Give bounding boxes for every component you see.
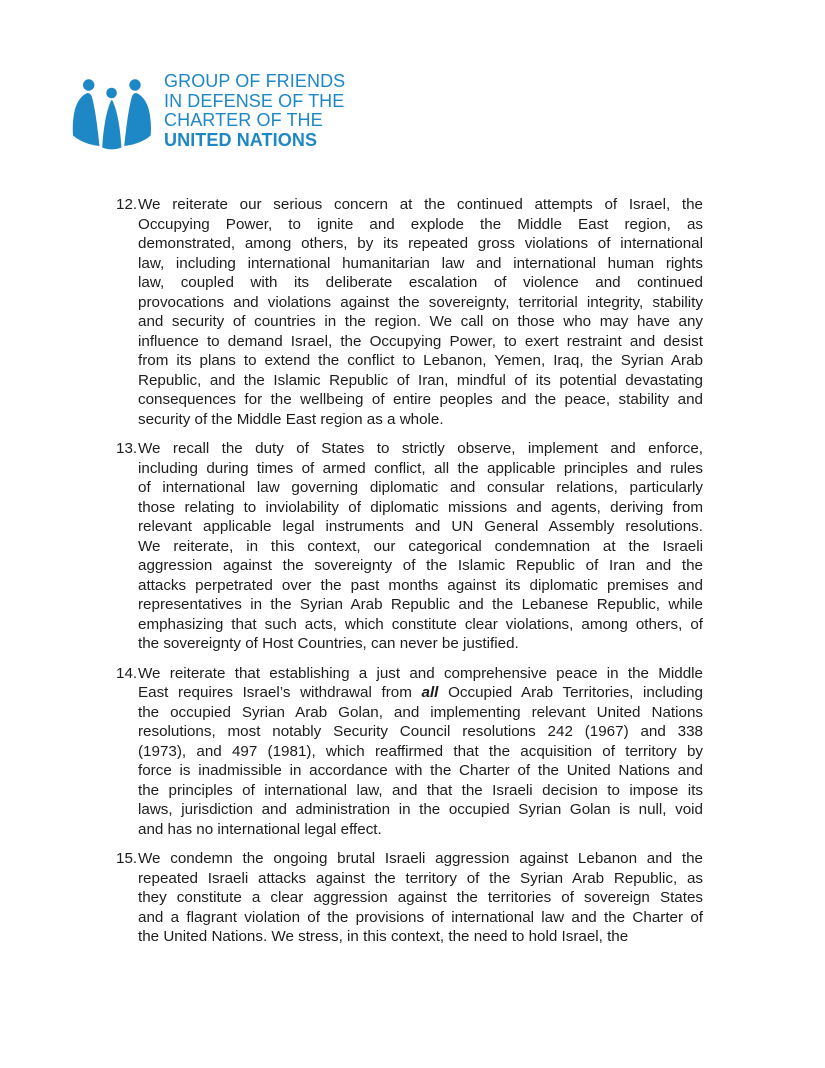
paragraph-line: from its plans to extend the conflict to Lebanon, Yemen, Iraq, the Syrian Arab	[138, 352, 703, 369]
paragraph-line: force is inadmissible in accordance with the Charter of the United Nations and	[138, 762, 703, 779]
paragraph-14	[116, 664, 704, 840]
paragraph-line: We reiterate, in this context, our categorical condemnation at the Israeli	[138, 537, 703, 555]
paragraph-line: aggression against the sovereignty of the Islamic Republic of Iran and the	[138, 557, 703, 574]
paragraph-line: consequences for the wellbeing of entire peoples and the peace, stability and	[138, 391, 703, 408]
paragraph-line: (1973), and 497 (1981), which reaffirmed that the acquisition of territory by	[138, 742, 703, 760]
paragraph-line: representatives in the Syrian Arab Republic and the Lebanese Republic, while	[138, 596, 703, 613]
paragraph-line: including during times of armed conflict, all the applicable principles and rules	[138, 459, 703, 477]
paragraph-13	[116, 439, 703, 654]
paragraph-line: We reiterate our serious concern at the continued attempts of Israel, the	[138, 196, 703, 213]
paragraph-line: the principles of international law, and that the Israeli decision to impose its	[138, 781, 703, 799]
logo-line-1: GROUP OF FRIENDS	[164, 71, 346, 91]
middle-person-head	[106, 88, 117, 99]
paragraph-line: demonstrated, among others, by its repeated gross violations of international	[138, 235, 703, 252]
paragraph-line: East requires Israel’s withdrawal from all Occupied Arab Territories, including	[138, 684, 704, 701]
paragraph-number: 15.	[116, 850, 138, 867]
right-person-body	[124, 93, 151, 146]
logo-line-3: CHARTER OF THE	[164, 110, 323, 130]
paragraph-body	[138, 664, 703, 840]
paragraph-line: We condemn the ongoing brutal Israeli aggression against Lebanon and the	[138, 850, 703, 867]
paragraph-body	[138, 849, 703, 947]
paragraph-line: and a flagrant violation of the provisions of international law and the Charter of	[138, 908, 703, 926]
paragraph-line: the sovereignty of Host Countries, can never be justified.	[138, 635, 519, 652]
paragraph-line: We reiterate that establishing a just and comprehensive peace in the Middle	[138, 664, 703, 682]
paragraph-body	[138, 439, 703, 654]
paragraph-line: influence to demand Israel, the Occupying Power, to exert restraint and desist	[138, 332, 703, 350]
logo-line-united-nations: UNITED NATIONS	[164, 129, 318, 150]
paragraph-line: laws, jurisdiction and administration in the occupied Syrian Golan is null, void	[138, 801, 703, 818]
paragraph-line: of international law governing diplomatic and consular relations, particularly	[138, 479, 703, 496]
emphasis-text: all	[421, 684, 439, 701]
three-people-icon	[70, 70, 165, 158]
paragraph-line: relevant applicable legal instruments and UN General Assembly resolutions.	[138, 518, 703, 535]
paragraph-line: security of the Middle East region as a whole.	[138, 410, 444, 428]
paragraph-line: emphasizing that such acts, which constitute clear violations, among others, of	[138, 615, 703, 633]
right-person-head	[129, 79, 140, 90]
paragraph-line: and has no international legal effect.	[138, 820, 382, 838]
paragraph-line: law, coupled with its deliberate escalation of violence and continued	[138, 274, 703, 291]
paragraph-line: attacks perpetrated over the past months against its diplomatic premises and	[138, 576, 703, 594]
left-person-head	[83, 79, 94, 90]
paragraph-line: those relating to inviolability of diplomatic missions and agents, deriving from	[138, 498, 703, 516]
paragraph-line: repeated Israeli attacks against the territory of the Syrian Arab Republic, as	[138, 869, 703, 887]
logo-line-2: IN DEFENSE OF THE	[164, 90, 345, 111]
logo-wordmark	[164, 72, 345, 150]
paragraph-list	[116, 195, 704, 957]
paragraph-body	[138, 195, 703, 429]
paragraph-line: We recall the duty of States to strictly observe, implement and enforce,	[138, 440, 703, 457]
paragraph-line: law, including international humanitarian law and international human rights	[138, 254, 703, 272]
middle-person-body	[102, 100, 121, 149]
paragraph-number: 12.	[116, 196, 138, 213]
paragraph-number: 13.	[116, 440, 138, 457]
paragraph-line: and security of countries in the region. We call on those who may have any	[138, 313, 703, 330]
paragraph-line: Republic, and the Islamic Republic of Iran, mindful of its potential devastating	[138, 371, 703, 389]
left-person-body	[73, 93, 100, 146]
paragraph-line: resolutions, most notably Security Council resolutions 242 (1967) and 338	[138, 723, 703, 740]
paragraph-line: the occupied Syrian Arab Golan, and implementing relevant United Nations	[138, 703, 703, 721]
paragraph-line: Occupying Power, to ignite and explode the Middle East region, as	[138, 215, 703, 233]
paragraph-15	[116, 849, 703, 947]
paragraph-line: the United Nations. We stress, in this context, the need to hold Israel, the	[138, 928, 629, 945]
paragraph-number: 14.	[116, 664, 138, 682]
paragraph-line: they constitute a clear aggression against the territories of sovereign States	[138, 889, 703, 906]
paragraph-12	[116, 195, 703, 429]
paragraph-line: provocations and violations against the sovereignty, territorial integrity, stability	[138, 293, 703, 311]
